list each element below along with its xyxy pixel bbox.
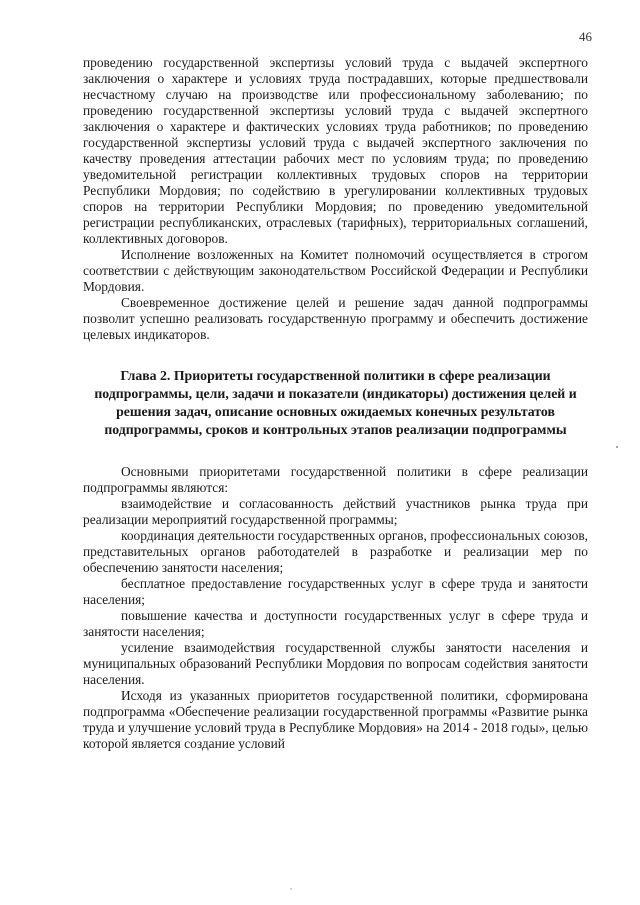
list-item: повышение качества и доступности государственных услуг в сфере труда и занятости населения;: [83, 608, 588, 639]
list-item: координация деятельности государственных органов, профессиональных союзов, представительных органов работодателей в разработке и реализации мер по обеспечению занятости населения;: [83, 528, 588, 575]
list-item: взаимодействие и согласованность действий участников рынка труда при реализации мероприятий государственной программы;: [83, 496, 588, 527]
chapter-heading: Глава 2. Приоритеты государственной политики в сфере реализации подпрограммы, цели, задачи и показатели (индикаторы) достижения целей и решения задач, описание основных ожидаемых конечных результатов подпрограммы, сроков и контрольных этапов реализации подпрограммы: [94, 368, 577, 437]
scan-speck: [290, 888, 292, 890]
paragraph: Исполнение возложенных на Комитет полномочий осуществляется в строгом соответствии с действующим законодательством Российской Федерации и Республики Мордовия.: [83, 247, 588, 294]
scan-speck: [616, 446, 618, 448]
list-item: усиление взаимодействия государственной службы занятости населения и муниципальных образований Республики Мордовия по вопросам содействия занятости населения.: [83, 640, 588, 687]
list-item: бесплатное предоставление государственных услуг в сфере труда и занятости населения;: [83, 576, 588, 607]
paragraph: Своевременное достижение целей и решение задач данной подпрограммы позволит успешно реализовать государственную программу и обеспечить достижение целевых индикаторов.: [83, 295, 588, 342]
document-body: [83, 55, 588, 752]
page-number: 46: [579, 29, 592, 44]
closing-paragraph: Исходя из указанных приоритетов государственной политики, сформирована подпрограмма «Обеспечение реализации государственной программы «Развитие рынка труда и улучшение условий труда в Республике Мордовия» на 2014 - 2018 годы», целью которой является создание условий: [83, 688, 588, 751]
paragraph: проведению государственной экспертизы условий труда с выдачей экспертного заключения о характере и условиях труда пострадавших, которые предшествовали несчастному случаю на производстве или профессиональному заболеванию; по проведению государственной экспертизы условий труда с выдачей экспертного заключения о характере и фактических условиях труда работников; по проведению государственной экспертизы условий труда с выдачей экспертного заключения по качеству проведения аттестации рабочих мест по условиям труда; по проведению уведомительной регистрации коллективных трудовых споров на территории Республики Мордовия; по содействию в урегулировании коллективных трудовых споров на территории Республики Мордовия; по проведению уведомительной регистрации республиканских, отраслевых (тарифных), территориальных соглашений, коллективных договоров.: [83, 55, 588, 246]
priorities-intro: Основными приоритетами государственной политики в сфере реализации подпрограммы являются:: [83, 464, 588, 495]
